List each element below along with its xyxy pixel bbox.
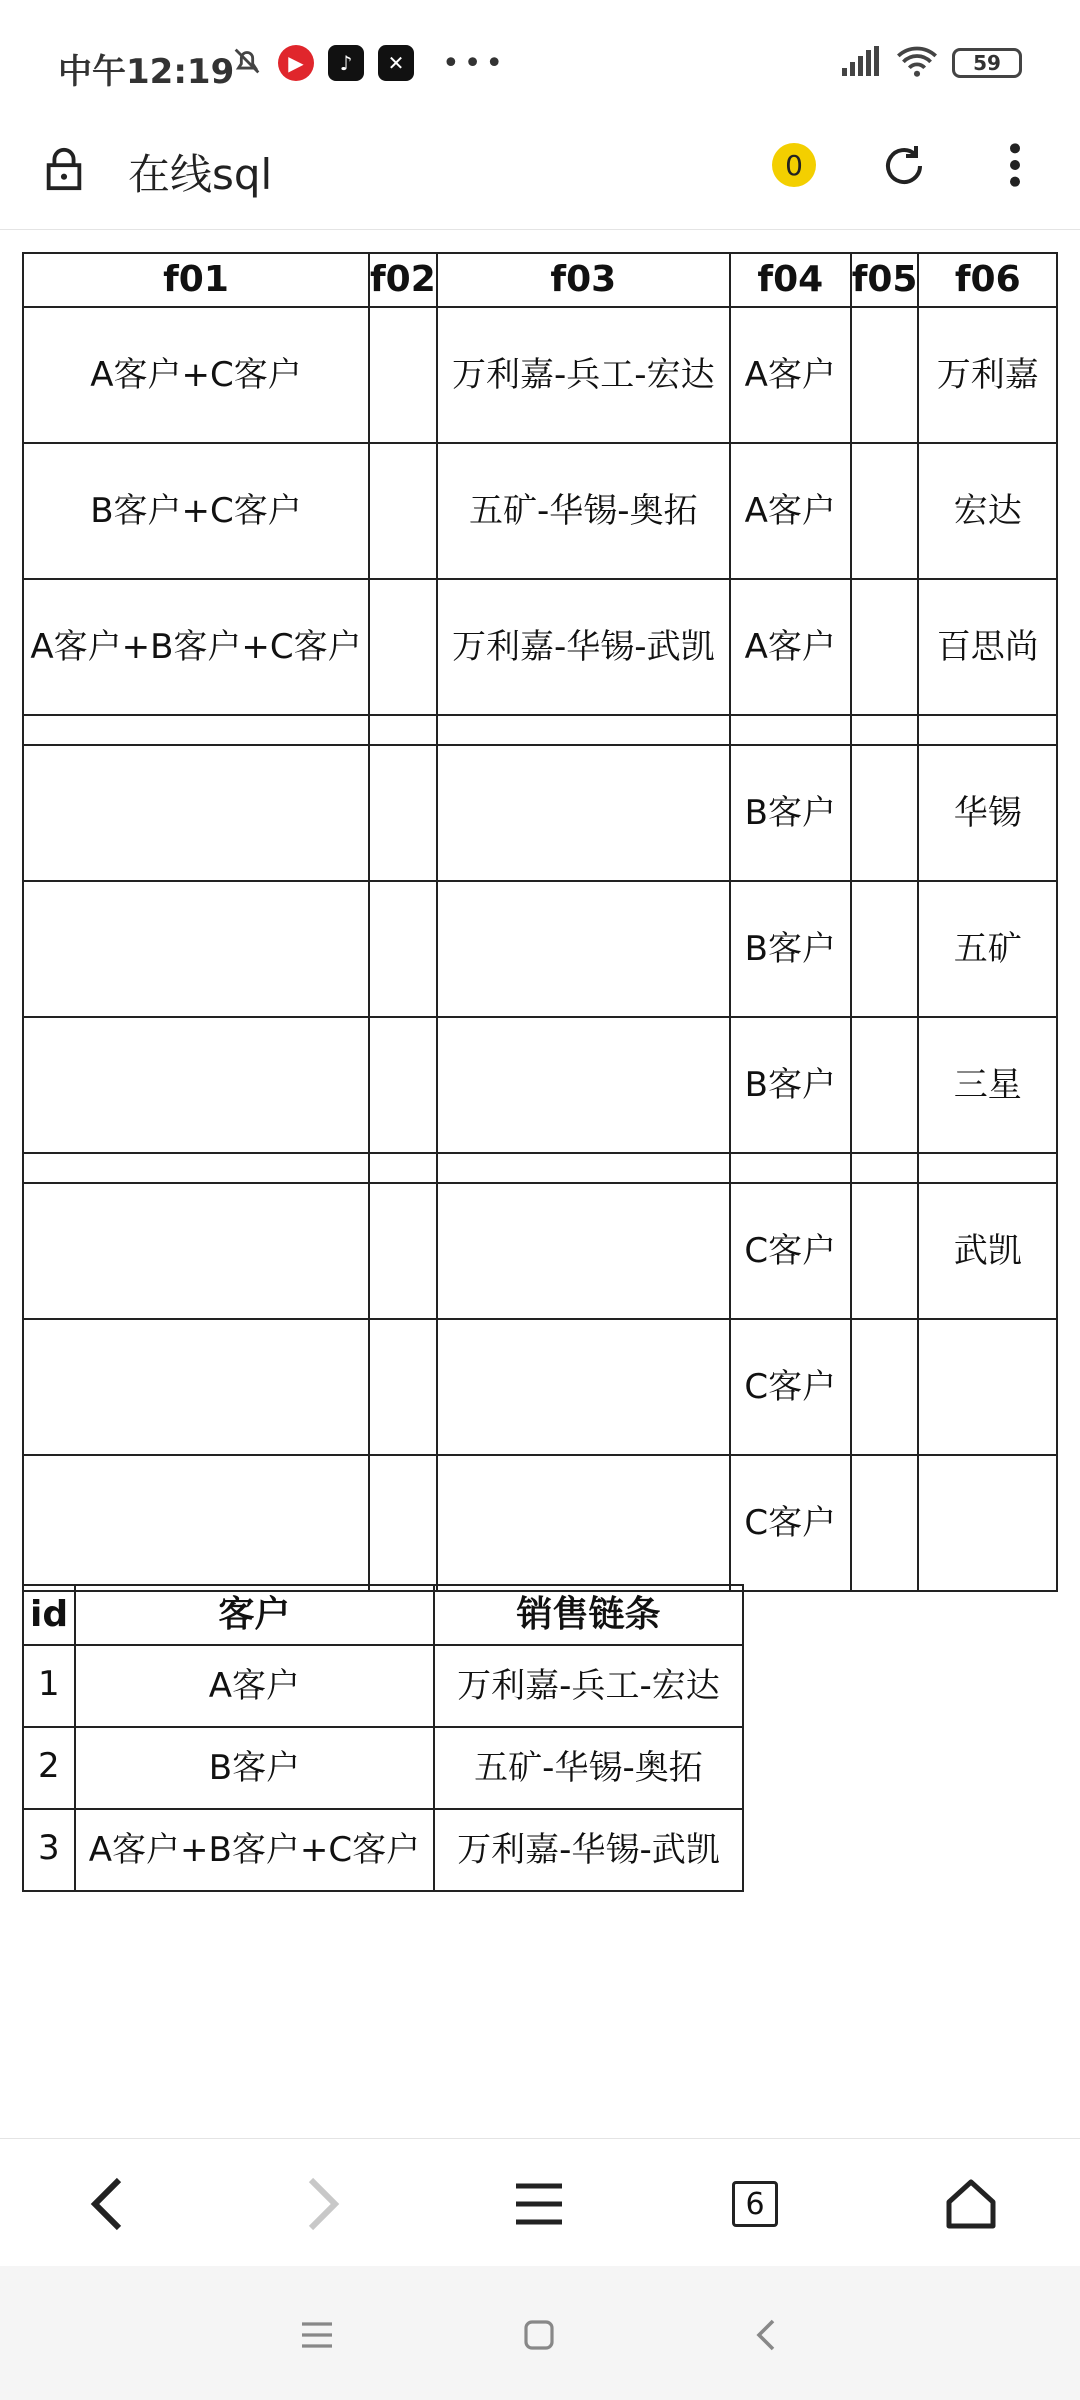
tab-count: 6	[732, 2181, 778, 2227]
table-cell	[851, 307, 919, 443]
table-cell	[23, 1183, 369, 1319]
back-icon[interactable]	[72, 2169, 142, 2239]
table-cell	[918, 1319, 1057, 1455]
table-cell: 万利嘉-兵工-宏达	[434, 1645, 743, 1727]
tabs-button[interactable]	[720, 2169, 790, 2239]
table-row	[23, 745, 1057, 881]
status-time: 中午12:19	[58, 52, 235, 92]
table-cell: A客户	[730, 579, 851, 715]
recent-apps-icon[interactable]	[292, 2310, 342, 2360]
table-cell	[437, 1153, 730, 1183]
table-cell: 武凯	[918, 1183, 1057, 1319]
table-cell	[369, 1319, 437, 1455]
table-cell	[730, 1153, 851, 1183]
table-cell: 1	[23, 1645, 75, 1727]
table-cell: C客户	[730, 1183, 851, 1319]
table-cell	[369, 1455, 437, 1591]
home-icon[interactable]	[936, 2169, 1006, 2239]
notification-badge[interactable]: 0	[772, 143, 816, 187]
table-row	[23, 307, 1057, 443]
forward-icon[interactable]	[288, 2169, 358, 2239]
table-cell	[437, 1455, 730, 1591]
table-row	[23, 1319, 1057, 1455]
table-cell	[437, 1183, 730, 1319]
table-cell: 三星	[918, 1017, 1057, 1153]
table-row	[23, 1727, 743, 1809]
column-header: f03	[437, 253, 730, 307]
reload-icon[interactable]	[880, 142, 928, 194]
column-header: f02	[369, 253, 437, 307]
table-cell	[437, 745, 730, 881]
tiktok-icon: ♪	[328, 45, 364, 81]
table-row	[23, 579, 1057, 715]
table-cell	[730, 715, 851, 745]
table-cell: 华锡	[918, 745, 1057, 881]
table-cell: B客户	[75, 1727, 434, 1809]
table-cell	[851, 443, 919, 579]
status-system-icons	[838, 44, 1022, 82]
table-cell: A客户+B客户+C客户	[23, 579, 369, 715]
table-cell: B客户	[730, 1017, 851, 1153]
table-cell: 万利嘉-华锡-武凯	[434, 1809, 743, 1891]
menu-icon[interactable]	[504, 2169, 574, 2239]
table-cell: A客户+C客户	[23, 307, 369, 443]
table-cell: 宏达	[918, 443, 1057, 579]
table-cell	[851, 745, 919, 881]
home-nav-icon[interactable]	[514, 2310, 564, 2360]
table-cell: B客户+C客户	[23, 443, 369, 579]
source-table	[22, 252, 1058, 1592]
table-cell	[851, 715, 919, 745]
table-cell	[851, 1183, 919, 1319]
battery-icon: 59	[952, 48, 1022, 78]
table-cell: B客户	[730, 745, 851, 881]
table-cell: 百思尚	[918, 579, 1057, 715]
table-cell	[851, 579, 919, 715]
column-header: 客户	[75, 1585, 434, 1645]
column-header: f04	[730, 253, 851, 307]
table-row	[23, 1455, 1057, 1591]
table-cell	[851, 1153, 919, 1183]
table-cell	[23, 745, 369, 881]
status-bar	[0, 0, 1080, 130]
more-menu-icon[interactable]	[1000, 140, 1030, 194]
table-cell	[918, 715, 1057, 745]
table-row	[23, 881, 1057, 1017]
table-cell: A客户	[730, 307, 851, 443]
column-header: f06	[918, 253, 1057, 307]
table-cell: 五矿-华锡-奥拓	[434, 1727, 743, 1809]
table-row	[23, 715, 1057, 745]
table-cell: C客户	[730, 1455, 851, 1591]
table-cell	[851, 1455, 919, 1591]
table-cell: C客户	[730, 1319, 851, 1455]
capcut-icon: ✕	[378, 45, 414, 81]
table-cell	[851, 1319, 919, 1455]
table-cell	[437, 1017, 730, 1153]
table-row	[23, 443, 1057, 579]
table-cell	[23, 881, 369, 1017]
table-cell: A客户	[730, 443, 851, 579]
table-row	[23, 1183, 1057, 1319]
table-cell	[369, 1153, 437, 1183]
table-cell	[369, 881, 437, 1017]
table-cell	[918, 1455, 1057, 1591]
table-cell	[437, 881, 730, 1017]
browser-toolbar	[0, 120, 1080, 230]
table-cell: 万利嘉	[918, 307, 1057, 443]
table-cell	[23, 1153, 369, 1183]
table-cell: 五矿	[918, 881, 1057, 1017]
lock-icon[interactable]	[44, 146, 84, 196]
more-notifications-icon: •••	[442, 45, 508, 81]
table-cell	[23, 1319, 369, 1455]
table-cell	[369, 715, 437, 745]
result-table	[22, 1584, 744, 1892]
table-cell	[851, 1017, 919, 1153]
table-cell: 万利嘉-兵工-宏达	[437, 307, 730, 443]
browser-bottom-nav	[0, 2138, 1080, 2266]
table-cell	[369, 1183, 437, 1319]
status-notification-icons	[230, 44, 507, 82]
table-cell	[369, 307, 437, 443]
table-cell	[369, 579, 437, 715]
table-cell	[851, 881, 919, 1017]
column-header: f05	[851, 253, 919, 307]
page-title[interactable]: 在线sql	[128, 150, 273, 199]
column-header: id	[23, 1585, 75, 1645]
table-cell: 五矿-华锡-奥拓	[437, 443, 730, 579]
system-nav-bar	[0, 2266, 1080, 2400]
table-cell: 2	[23, 1727, 75, 1809]
table-cell	[918, 1153, 1057, 1183]
table-row	[23, 1153, 1057, 1183]
table-cell	[437, 1319, 730, 1455]
table-header-row	[23, 1585, 743, 1645]
table-cell: 3	[23, 1809, 75, 1891]
table-row	[23, 1645, 743, 1727]
table-cell	[369, 1017, 437, 1153]
back-nav-icon[interactable]	[740, 2310, 790, 2360]
table-cell	[23, 1017, 369, 1153]
table-cell	[437, 715, 730, 745]
table-cell	[369, 745, 437, 881]
table-header-row	[23, 253, 1057, 307]
table-cell: B客户	[730, 881, 851, 1017]
table-cell: A客户	[75, 1645, 434, 1727]
table-cell	[23, 715, 369, 745]
table-cell: 万利嘉-华锡-武凯	[437, 579, 730, 715]
wifi-icon	[896, 44, 938, 82]
table-cell	[23, 1455, 369, 1591]
table-row	[23, 1017, 1057, 1153]
table-cell	[369, 443, 437, 579]
signal-icon	[838, 44, 882, 82]
table-cell: A客户+B客户+C客户	[75, 1809, 434, 1891]
table-row	[23, 1809, 743, 1891]
video-app-icon: ▶	[278, 45, 314, 81]
mute-bell-icon	[230, 44, 264, 82]
column-header: 销售链条	[434, 1585, 743, 1645]
column-header: f01	[23, 253, 369, 307]
